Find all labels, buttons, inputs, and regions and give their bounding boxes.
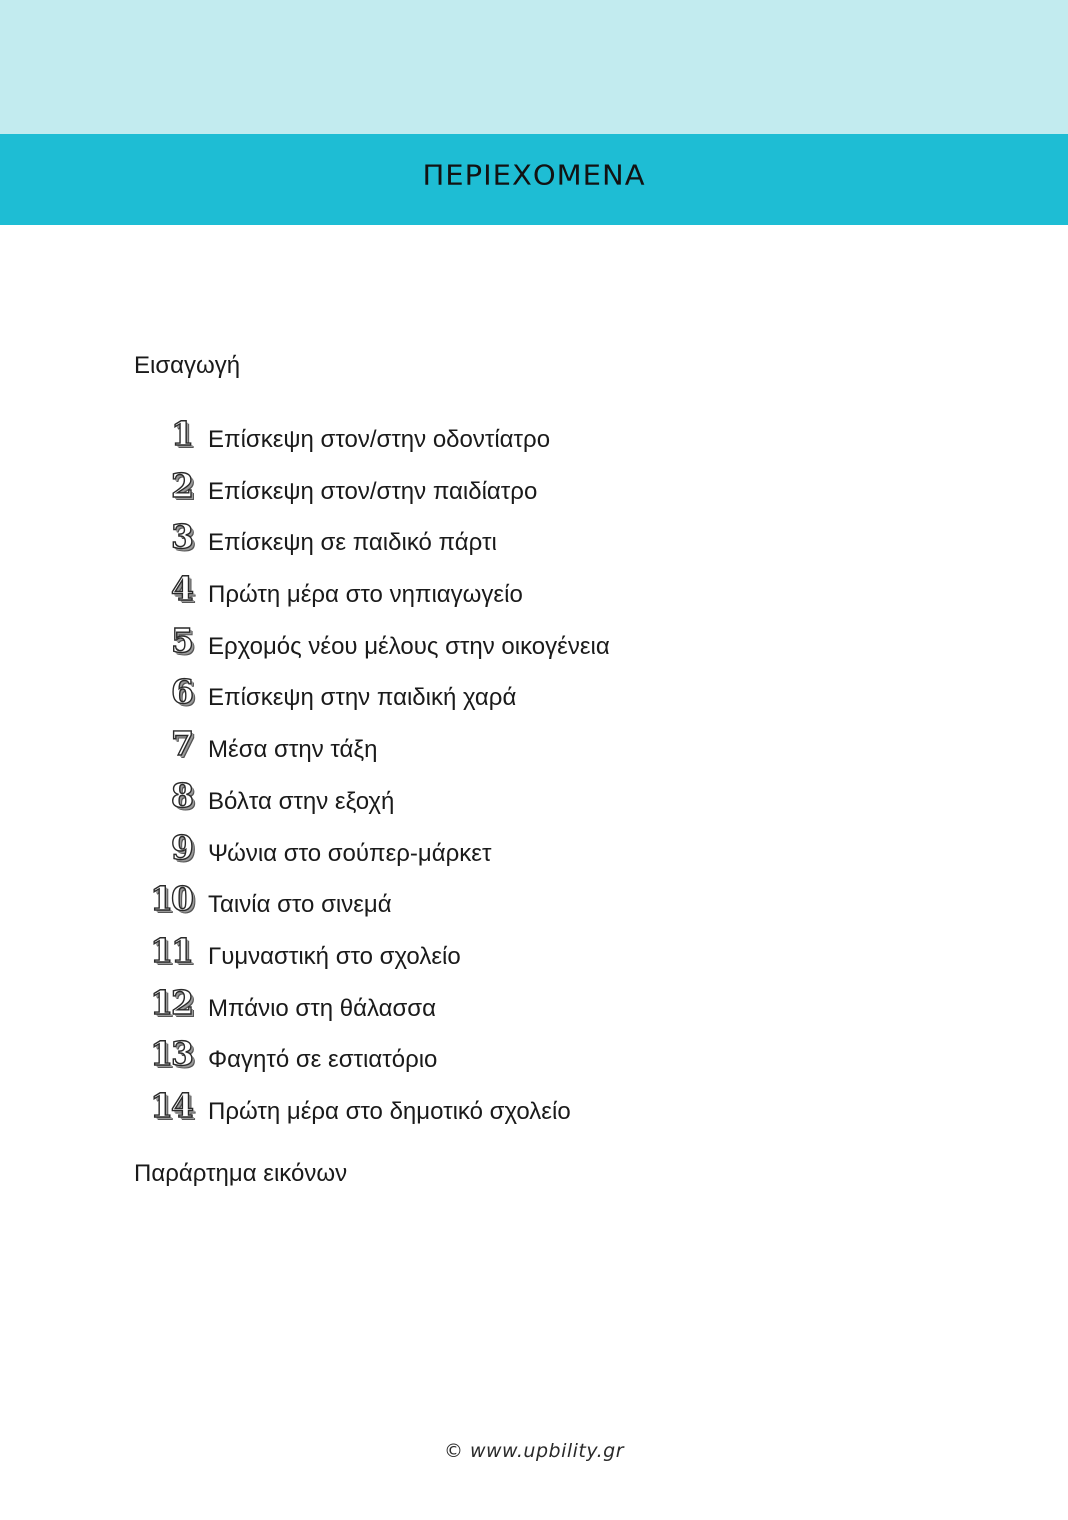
- chapter-title: Επίσκεψη σε παιδικό πάρτι: [208, 529, 497, 557]
- chapter-title: Πρώτη μέρα στο νηπιαγωγείο: [208, 581, 523, 609]
- toc-item-5[interactable]: [0, 619, 1068, 671]
- footer-copyright: © www.upbility.gr: [443, 1440, 625, 1462]
- toc-item-4[interactable]: [0, 567, 1068, 619]
- toc-item-7[interactable]: [0, 722, 1068, 774]
- chapter-title: Φαγητό σε εστιατόριο: [208, 1046, 438, 1074]
- toc-item-14[interactable]: [0, 1084, 1068, 1136]
- page-title: ΠΕΡΙΕΧΟΜΕΝΑ: [422, 158, 646, 192]
- toc-item-6[interactable]: [0, 670, 1068, 722]
- chapter-title: Ερχομός νέου μέλους στην οικογένεια: [208, 632, 610, 660]
- chapter-number: 10: [150, 879, 192, 919]
- toc-intro-link[interactable]: Εισαγωγή: [134, 352, 241, 379]
- chapter-number: 5: [171, 620, 192, 660]
- chapter-number: 14: [150, 1085, 192, 1125]
- chapter-title: Επίσκεψη στην παιδική χαρά: [208, 684, 517, 712]
- toc-item-9[interactable]: [0, 826, 1068, 878]
- chapter-title: Ταινία στο σινεμά: [208, 891, 392, 919]
- toc-item-2[interactable]: [0, 464, 1068, 516]
- chapter-title: Βόλτα στην εξοχή: [208, 787, 395, 815]
- toc-item-13[interactable]: [0, 1032, 1068, 1084]
- chapter-title: Γυμναστική στο σχολείο: [208, 942, 461, 970]
- chapter-number: 12: [150, 982, 192, 1022]
- chapter-title: Επίσκεψη στον/στην παιδίατρο: [208, 477, 538, 505]
- chapter-number: 13: [150, 1034, 192, 1074]
- toc-item-11[interactable]: [0, 929, 1068, 981]
- chapter-number: 6: [171, 672, 192, 712]
- chapter-number: 9: [171, 827, 192, 867]
- chapter-title: Επίσκεψη στον/στην οδοντίατρο: [208, 426, 551, 453]
- chapter-title: Μέσα στην τάξη: [208, 736, 378, 764]
- chapter-number: 2: [171, 465, 192, 505]
- chapter-number: 7: [171, 724, 192, 764]
- chapter-title: Μπάνιο στη θάλασσα: [208, 994, 436, 1022]
- chapter-title: Πρώτη μέρα στο δημοτικό σχολείο: [208, 1097, 571, 1125]
- header-band-light: [0, 0, 1068, 134]
- chapter-number: 1: [171, 414, 192, 453]
- table-of-contents: [0, 412, 1068, 1136]
- toc-item-1[interactable]: [0, 412, 1068, 464]
- chapter-number: 8: [171, 775, 192, 815]
- toc-item-10[interactable]: [0, 877, 1068, 929]
- toc-item-3[interactable]: [0, 515, 1068, 567]
- toc-appendix-link[interactable]: Παράρτημα εικόνων: [134, 1160, 348, 1187]
- chapter-number: 4: [171, 569, 192, 609]
- toc-item-12[interactable]: [0, 981, 1068, 1033]
- chapter-number: 3: [171, 517, 192, 557]
- chapter-number: 11: [150, 930, 192, 970]
- toc-item-8[interactable]: [0, 774, 1068, 826]
- chapter-title: Ψώνια στο σούπερ-μάρκετ: [208, 839, 492, 867]
